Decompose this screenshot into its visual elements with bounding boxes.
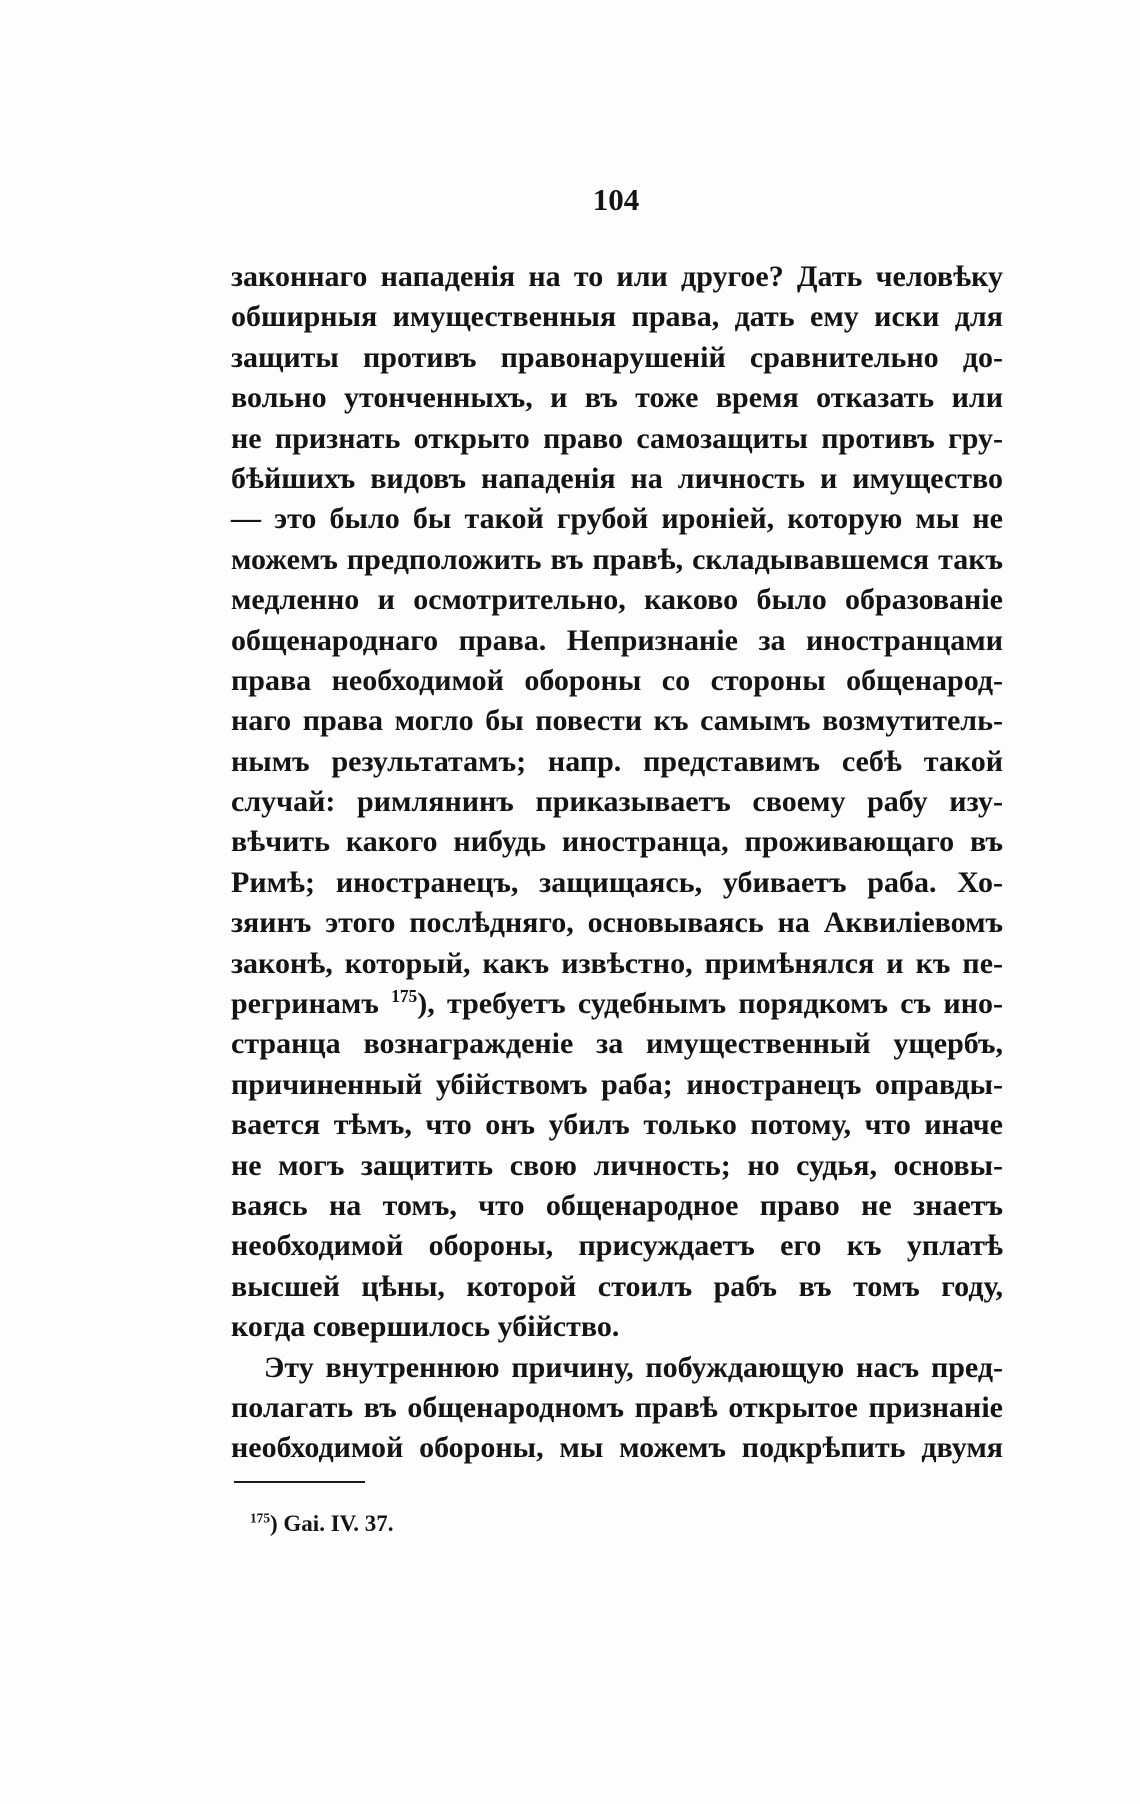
text-line: Эту внутреннюю причину, побуждающую насъ пред- (264, 1350, 1003, 1384)
text-line: вѣчить какого нибудь иностранца, проживающаго въ (231, 825, 1003, 859)
footnote-text: ) Gai. IV. 37. (270, 1511, 394, 1536)
text-line: когда совершилось убійство. (231, 1310, 620, 1344)
text-line: бѣйшихъ видовъ нападенія на личность и имущество (231, 461, 1003, 495)
main-text (231, 257, 1003, 1469)
text-line: зяинъ этого послѣдняго, основываясь на Аквиліевомъ (231, 906, 1003, 940)
text-line: можемъ предположить въ правѣ, складывавшемся такъ (231, 542, 1003, 576)
text-line: наго права могло бы повести къ самымъ возмутитель- (231, 704, 1003, 738)
footnote-marker: 175 (250, 1510, 270, 1526)
text-line: высшей цѣны, которой стоилъ рабъ въ томъ году, (231, 1269, 1003, 1303)
text-segment: регринамъ (231, 987, 392, 1021)
text-line: — это было бы такой грубой ироніей, которую мы не (231, 502, 1003, 536)
text-line: вольно утонченныхъ, и въ тоже время отказать или (231, 381, 1003, 415)
text-line: странца вознагражденіе за имущественный ущербъ, (231, 1027, 1003, 1061)
text-line: причиненный убійствомъ раба; иностранецъ оправды- (231, 1067, 1003, 1101)
text-line: не признать открыто право самозащиты противъ гру- (231, 421, 1003, 455)
footnote-ref: 175 (391, 986, 418, 1007)
footnote (250, 1508, 394, 1540)
text-line: законѣ, который, какъ извѣстно, примѣнялся и къ пе- (231, 946, 1003, 980)
footnote-separator (234, 1481, 365, 1483)
text-line: защиты противъ правонарушеній сравнительно до- (231, 340, 1003, 374)
text-line: необходимой обороны, присуждаетъ его къ уплатѣ (231, 1229, 1003, 1263)
paragraph-1 (231, 257, 1003, 1348)
text-line: медленно и осмотрительно, каково было образованіе (231, 583, 1003, 617)
text-line: не могъ защитить свою личность; но судья, основы- (231, 1148, 1003, 1182)
text-line: общенароднаго права. Непризнаніе за иностранцами (231, 623, 1003, 657)
text-line: законнаго нападенія на то или другое? Дать человѣку (231, 260, 1003, 293)
text-line: ваясь на томъ, что общенародное право не знаетъ (231, 1188, 1003, 1222)
text-line: случай: римлянинъ приказываетъ своему рабу изу- (231, 785, 1003, 819)
text-line: права необходимой обороны со стороны общенарод- (231, 663, 1003, 697)
text-segment: ), требуетъ судебнымъ порядкомъ съ ино- (417, 987, 1003, 1021)
text-line: обширныя имущественныя права, дать ему иски для (231, 300, 1003, 334)
text-line: необходимой обороны, мы можемъ подкрѣпить двумя (231, 1431, 1003, 1465)
text-line: полагать въ общенародномъ правѣ открытое признаніе (231, 1390, 1003, 1424)
text-line: вается тѣмъ, что онъ убилъ только потому, что иначе (231, 1108, 1003, 1142)
text-line: Римѣ; иностранецъ, защищаясь, убиваетъ раба. Хо- (231, 865, 1003, 899)
text-line: нымъ результатамъ; напр. представимъ себѣ такой (231, 744, 1003, 778)
page-number: 104 (592, 182, 640, 217)
paragraph-2 (231, 1348, 1003, 1469)
text-line-with-footnote-ref (231, 984, 1003, 1024)
